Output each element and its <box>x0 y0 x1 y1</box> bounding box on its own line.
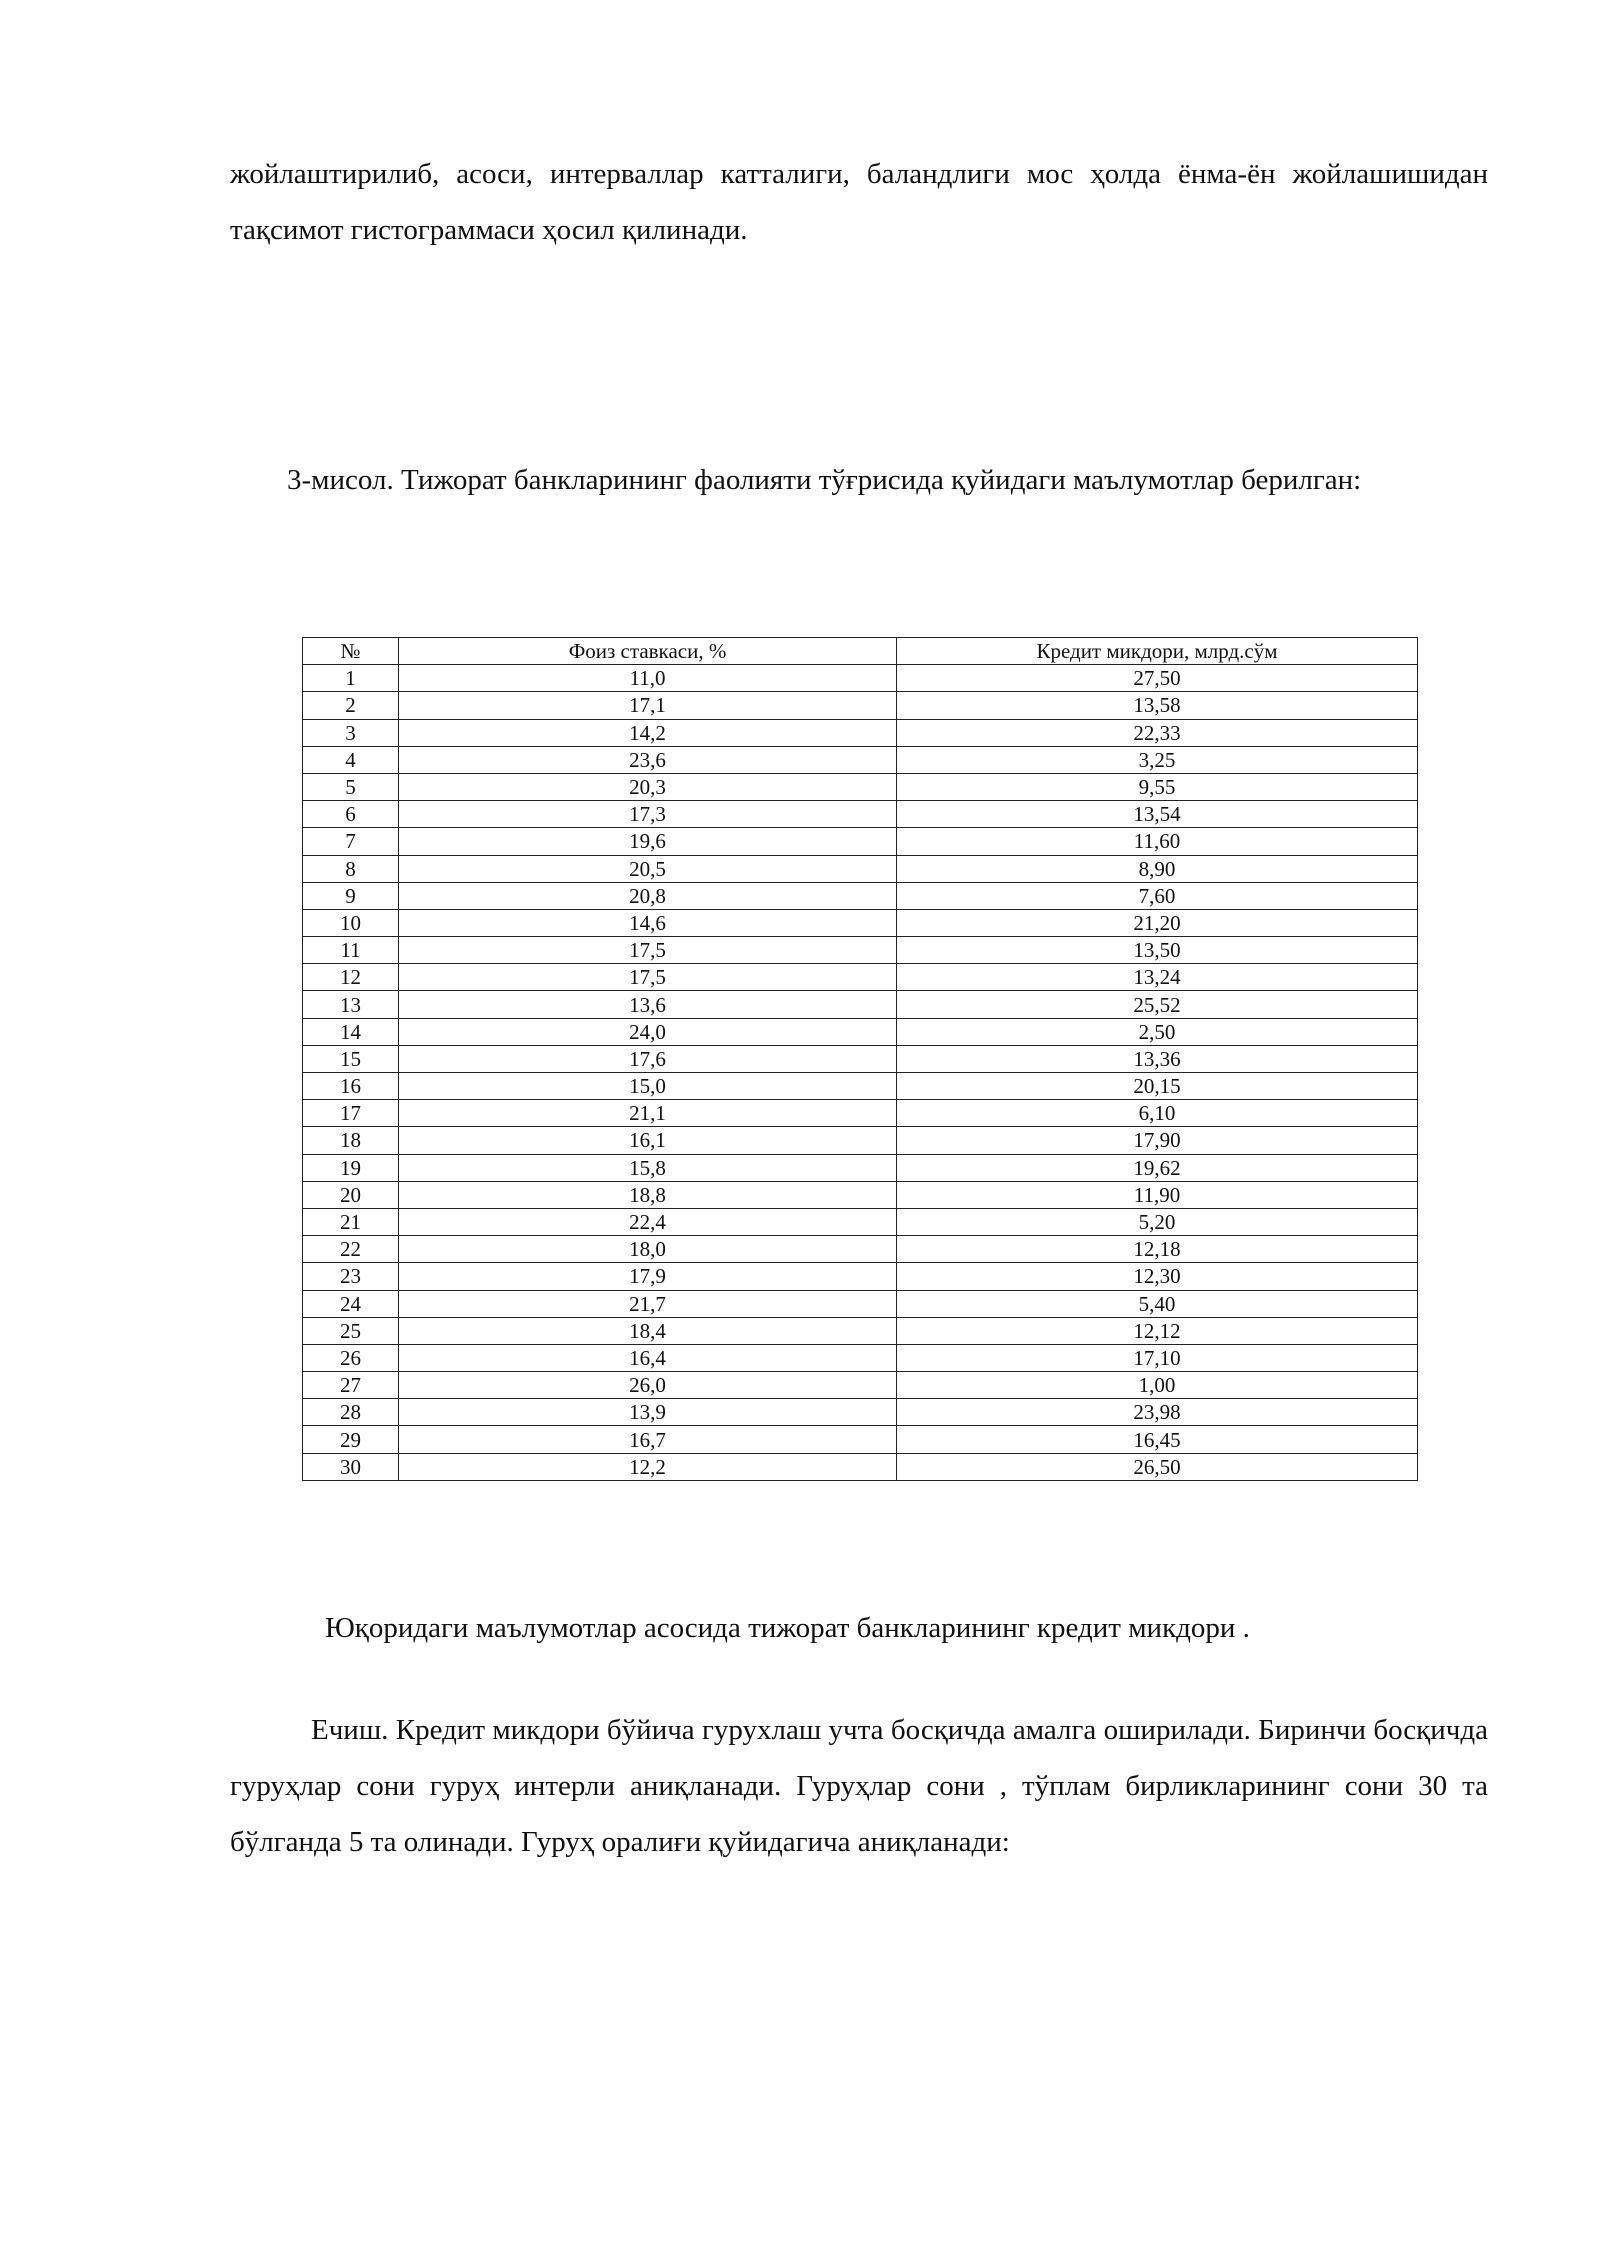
paragraph-conclusion: Юқоридаги маълумотлар асосида тижорат банкларининг кредит микдори . <box>325 1612 1250 1644</box>
interest-rate-cell: 16,1 <box>399 1127 897 1154</box>
row-number-cell: 9 <box>303 882 399 909</box>
table-header-row <box>303 638 1418 665</box>
row-number-cell: 5 <box>303 773 399 800</box>
interest-rate-cell: 17,3 <box>399 801 897 828</box>
row-number-cell: 7 <box>303 828 399 855</box>
credit-amount-cell: 13,50 <box>897 937 1418 964</box>
table-row <box>303 937 1418 964</box>
row-number-cell: 2 <box>303 692 399 719</box>
interest-rate-cell: 21,7 <box>399 1290 897 1317</box>
interest-rate-cell: 13,9 <box>399 1399 897 1426</box>
interest-rate-cell: 17,6 <box>399 1045 897 1072</box>
credit-amount-cell: 13,54 <box>897 801 1418 828</box>
credit-amount-cell: 2,50 <box>897 1018 1418 1045</box>
header-credit-amount: Кредит микдори, млрд.сўм <box>897 638 1418 665</box>
paragraph-histogram-intro: жойлаштирилиб, асоси, интерваллар катталиги, баландлиги мос ҳолда ёнма-ён жойлашишидан тақсимот гистограммаси ҳосил қилинади. <box>230 158 1488 246</box>
row-number-cell: 27 <box>303 1372 399 1399</box>
credit-amount-cell: 1,00 <box>897 1372 1418 1399</box>
credit-amount-cell: 3,25 <box>897 746 1418 773</box>
table-row <box>303 1372 1418 1399</box>
credit-amount-cell: 5,20 <box>897 1208 1418 1235</box>
credit-amount-cell: 9,55 <box>897 773 1418 800</box>
credit-amount-cell: 12,30 <box>897 1263 1418 1290</box>
table-row <box>303 1399 1418 1426</box>
table-row <box>303 801 1418 828</box>
interest-rate-cell: 14,6 <box>399 909 897 936</box>
interest-rate-cell: 20,5 <box>399 855 897 882</box>
row-number-cell: 20 <box>303 1181 399 1208</box>
interest-rate-cell: 16,4 <box>399 1344 897 1371</box>
credit-amount-cell: 8,90 <box>897 855 1418 882</box>
table-row <box>303 773 1418 800</box>
table-row <box>303 855 1418 882</box>
row-number-cell: 30 <box>303 1453 399 1480</box>
table-row <box>303 1127 1418 1154</box>
table-row <box>303 1100 1418 1127</box>
table-row <box>303 1018 1418 1045</box>
table-row <box>303 828 1418 855</box>
row-number-cell: 24 <box>303 1290 399 1317</box>
row-number-cell: 18 <box>303 1127 399 1154</box>
row-number-cell: 4 <box>303 746 399 773</box>
row-number-cell: 22 <box>303 1236 399 1263</box>
row-number-cell: 6 <box>303 801 399 828</box>
interest-rate-cell: 26,0 <box>399 1372 897 1399</box>
interest-rate-cell: 17,5 <box>399 937 897 964</box>
credit-amount-cell: 19,62 <box>897 1154 1418 1181</box>
row-number-cell: 15 <box>303 1045 399 1072</box>
credit-amount-cell: 12,12 <box>897 1317 1418 1344</box>
credit-amount-cell: 13,36 <box>897 1045 1418 1072</box>
credit-amount-cell: 20,15 <box>897 1073 1418 1100</box>
table-row <box>303 1263 1418 1290</box>
credit-amount-cell: 11,90 <box>897 1181 1418 1208</box>
credit-amount-cell: 5,40 <box>897 1290 1418 1317</box>
table-row <box>303 692 1418 719</box>
interest-rate-cell: 16,7 <box>399 1426 897 1453</box>
credit-amount-cell: 7,60 <box>897 882 1418 909</box>
row-number-cell: 10 <box>303 909 399 936</box>
credit-amount-cell: 16,45 <box>897 1426 1418 1453</box>
table-row <box>303 1344 1418 1371</box>
table-row <box>303 909 1418 936</box>
row-number-cell: 8 <box>303 855 399 882</box>
interest-rate-cell: 18,0 <box>399 1236 897 1263</box>
interest-rate-cell: 11,0 <box>399 665 897 692</box>
table-row <box>303 964 1418 991</box>
row-number-cell: 28 <box>303 1399 399 1426</box>
table-row <box>303 1453 1418 1480</box>
interest-rate-cell: 17,9 <box>399 1263 897 1290</box>
row-number-cell: 12 <box>303 964 399 991</box>
row-number-cell: 19 <box>303 1154 399 1181</box>
credit-amount-cell: 25,52 <box>897 991 1418 1018</box>
table-body <box>303 665 1418 1481</box>
interest-rate-cell: 15,8 <box>399 1154 897 1181</box>
row-number-cell: 1 <box>303 665 399 692</box>
row-number-cell: 11 <box>303 937 399 964</box>
credit-amount-cell: 13,24 <box>897 964 1418 991</box>
table-row <box>303 1073 1418 1100</box>
row-number-cell: 23 <box>303 1263 399 1290</box>
row-number-cell: 16 <box>303 1073 399 1100</box>
row-number-cell: 13 <box>303 991 399 1018</box>
row-number-cell: 26 <box>303 1344 399 1371</box>
interest-rate-cell: 20,3 <box>399 773 897 800</box>
interest-rate-cell: 14,2 <box>399 719 897 746</box>
table-row <box>303 1236 1418 1263</box>
header-interest-rate: Фоиз ставкаси, % <box>399 638 897 665</box>
interest-rate-cell: 15,0 <box>399 1073 897 1100</box>
table-row <box>303 1181 1418 1208</box>
interest-rate-cell: 20,8 <box>399 882 897 909</box>
credit-amount-cell: 13,58 <box>897 692 1418 719</box>
credit-amount-cell: 12,18 <box>897 1236 1418 1263</box>
interest-rate-cell: 18,8 <box>399 1181 897 1208</box>
credit-amount-cell: 23,98 <box>897 1399 1418 1426</box>
table-row <box>303 1290 1418 1317</box>
credit-amount-cell: 22,33 <box>897 719 1418 746</box>
table-row <box>303 1208 1418 1235</box>
row-number-cell: 21 <box>303 1208 399 1235</box>
interest-rate-cell: 17,1 <box>399 692 897 719</box>
paragraph-example-3: 3-мисол. Тижорат банкларининг фаолияти тўғрисида қуйидаги маълумотлар берилган: <box>287 464 1362 496</box>
table-row <box>303 665 1418 692</box>
table-row <box>303 991 1418 1018</box>
table-row <box>303 1154 1418 1181</box>
row-number-cell: 29 <box>303 1426 399 1453</box>
interest-rate-cell: 22,4 <box>399 1208 897 1235</box>
interest-rate-cell: 21,1 <box>399 1100 897 1127</box>
row-number-cell: 17 <box>303 1100 399 1127</box>
interest-rate-cell: 23,6 <box>399 746 897 773</box>
paragraph-solution: Ечиш. Кредит микдори бўйича гурухлаш учта босқичда амалга оширилади. Биринчи босқичда гуруҳлар сони гуруҳ интерли аниқланади. Гуруҳлар сони , тўплам бирликларининг сони 30 та бўлганда 5 та олинади. Гуруҳ оралиғи қуйидагича аниқланади: <box>230 1714 1488 1858</box>
interest-rate-cell: 12,2 <box>399 1453 897 1480</box>
credit-amount-cell: 27,50 <box>897 665 1418 692</box>
row-number-cell: 3 <box>303 719 399 746</box>
interest-rate-cell: 19,6 <box>399 828 897 855</box>
credit-amount-cell: 17,90 <box>897 1127 1418 1154</box>
table-row <box>303 746 1418 773</box>
table-row <box>303 1317 1418 1344</box>
credit-amount-cell: 6,10 <box>897 1100 1418 1127</box>
credit-amount-cell: 21,20 <box>897 909 1418 936</box>
table-row <box>303 1426 1418 1453</box>
credit-amount-cell: 17,10 <box>897 1344 1418 1371</box>
interest-rate-cell: 17,5 <box>399 964 897 991</box>
interest-rate-cell: 18,4 <box>399 1317 897 1344</box>
interest-rate-cell: 13,6 <box>399 991 897 1018</box>
row-number-cell: 14 <box>303 1018 399 1045</box>
header-number: № <box>303 638 399 665</box>
row-number-cell: 25 <box>303 1317 399 1344</box>
interest-rate-cell: 24,0 <box>399 1018 897 1045</box>
table-row <box>303 1045 1418 1072</box>
bank-data-table <box>302 637 1418 1481</box>
credit-amount-cell: 11,60 <box>897 828 1418 855</box>
credit-amount-cell: 26,50 <box>897 1453 1418 1480</box>
table-row <box>303 882 1418 909</box>
table-row <box>303 719 1418 746</box>
